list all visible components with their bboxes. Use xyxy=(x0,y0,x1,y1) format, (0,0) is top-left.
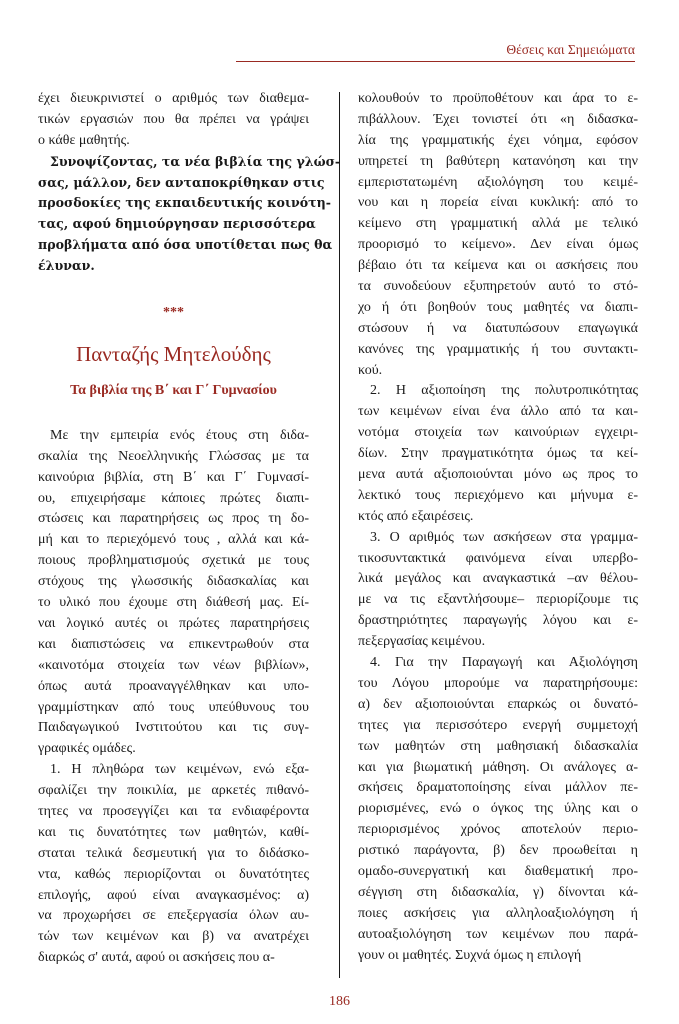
text-line: έλυναν. xyxy=(38,258,95,274)
text-line: ριστικό παράγοντα, β) δεν προωθείται η xyxy=(358,843,638,859)
text-line: σέγγιση στη διδασκαλία, γ) δίνονται κά- xyxy=(358,884,638,900)
page-number: 186 xyxy=(329,994,350,1009)
text-line: ο κάθε μαθητής. xyxy=(38,132,130,148)
text-line: νοτόμα στοιχεία των καινούριων εγχειρι- xyxy=(358,425,638,441)
text-line: προορισμό το κείμενο». Δεν είναι όμως xyxy=(358,237,638,253)
text-line: ναι λογικό αυτές οι πρώτες παρατηρήσεις xyxy=(38,615,309,631)
text-line: να προχωρήσει σε επεξεργασία όλων αυ- xyxy=(38,908,309,924)
text-line: περιορισμένος χρόνος αποτελούν περιο- xyxy=(358,822,638,838)
text-line: διαρκώς σ' αυτά, αφού οι ασκήσεις που α- xyxy=(38,950,275,966)
text-line: κολουθούν το προϋποθέτουν και άρα το ε- xyxy=(358,91,638,106)
text-line: δραστηριότητες παραγωγής λόγου και ε- xyxy=(358,613,638,629)
text-line: σφαλίζει την ποικιλία, με αρκετές πιθανό- xyxy=(38,783,309,799)
text-line: και τις δυνατότητες των μαθητών, καθί- xyxy=(38,824,309,840)
text-line: με να τις εξαντλήσουμε– περιορίζουμε τις xyxy=(358,592,638,608)
text-line: σταται τελικά δεσμευτική για το διδάσκο- xyxy=(38,845,309,861)
text-line: προσδοκίες της εκπαιδευτικής κοινότη- xyxy=(38,195,332,211)
text-line: 3. Ο αριθμός των ασκήσεων στα γραμμα- xyxy=(370,529,638,545)
header-rule xyxy=(236,61,635,62)
column-divider xyxy=(339,92,340,978)
text-line: «καινοτόμα στοιχεία των νέων βιβλίων», xyxy=(38,657,309,673)
article-title: Τα βιβλία της Β΄ και Γ΄ Γυμνασίου xyxy=(70,383,277,399)
text-line: τικών εργασιών που θα πρέπει να γράψει xyxy=(38,111,309,127)
text-line: χο ή ότι βοηθούν τους μαθητές να διαπι- xyxy=(358,299,638,315)
text-line: ντα, καθώς περιορίζονται οι δυνατότητες xyxy=(38,866,309,882)
text-line: κού. xyxy=(358,362,383,378)
text-line: πιβάλλουν. Έχει τονιστεί ότι «η διδασκα- xyxy=(358,111,638,127)
text-line: του Λόγου μπορούμε να παρατηρήσουμε: xyxy=(358,675,638,691)
text-line: γραφικές ομάδες. xyxy=(38,741,136,757)
running-header: Θέσεις και Σημειώματα xyxy=(506,42,635,57)
text-line: το υλικό που έχουμε στη διάθεσή μας. Εί- xyxy=(38,595,309,611)
text-line: ριορισμένες, ενώ ο όγκος της ύλης και ο xyxy=(358,801,638,817)
text-line: στώσουν ή να διατυπώσουν επαγωγικά xyxy=(358,320,638,336)
text-line: ποιες ασκήσεις για αλληλοαξιολόγηση ή xyxy=(358,905,638,921)
text-line: λεκτικό τους περιεχόμενο και μήνυμα ε- xyxy=(358,487,638,503)
text-line: και για βιωματική μάθηση. Οι ανάλογες α- xyxy=(358,759,638,775)
text-line: τας, αφού δημιούργησαν περισσότερα xyxy=(38,216,316,232)
text-line: τητες να προσεγγίζει και τα ενδιαφέροντα xyxy=(38,803,309,819)
text-line: νου και η πορεία είναι κυκλική: από το xyxy=(358,195,638,211)
text-line: προβλήματα από όσα υποτίθεται πως θα xyxy=(38,237,333,253)
text-line: λικά μεγάλος και αναγκαστικά –αν θέλου- xyxy=(358,571,638,587)
text-line: δίων. Στην πραγματικότητα όμως τα κεί- xyxy=(358,446,638,462)
text-line: μενα αυτά αξιοποιούνται μόνο ως προς το xyxy=(358,467,638,483)
text-line: Παιδαγωγικού Ινστιτούτου και τις συγ- xyxy=(38,720,309,736)
text-line: λία της γραμματικής έχει νόημα, εφόσον xyxy=(358,132,638,148)
text-line: και διαπιστώσεις να επικεντρωθούν στα xyxy=(38,636,309,652)
text-line: τών των κειμένων και β) να ανατρέχει xyxy=(38,929,309,945)
text-line: αυτοαξιολόγηση των κειμένων που παρά- xyxy=(358,926,638,942)
text-line: ομαδο-συνεργατική και διαθεματική προ- xyxy=(358,863,638,879)
text-line: τητες για περισσότερο ενεργή συμμετοχή xyxy=(358,717,638,733)
text-line: τικοσυντακτικά φαινόμενα είναι υπερβο- xyxy=(358,550,638,566)
article-author: Πανταζής Μητελούδης xyxy=(76,342,271,367)
text-line: ου, επιχειρήσαμε κάποιες πρώτες διαπι- xyxy=(38,490,309,506)
text-line: πεξεργασίας κειμένου. xyxy=(358,634,486,650)
text-line: στόχους της γλωσσικής διδασκαλίας και xyxy=(38,574,309,590)
text-line: εμπεριστατωμένη αξιολόγηση του κειμέ- xyxy=(358,174,638,190)
conclusion-paragraph xyxy=(38,152,341,277)
text-line: υπηρετεί τη βαθύτερη κατανόηση και την xyxy=(358,153,638,169)
text-line: κτός από εξαιρέσεις. xyxy=(358,508,474,524)
article-body-right xyxy=(358,89,638,966)
text-line: σας, μάλλον, δεν ανταποκρίθηκαν στις xyxy=(38,174,325,190)
text-line: γουν οι μαθητές. Συχνά όμως η επιλογή xyxy=(358,947,582,963)
text-line: επιλογής, αφού είναι αναγκασμένος: α) xyxy=(38,887,309,903)
text-line: 2. Η αξιοποίηση της πολυτροπικότητας xyxy=(370,383,638,399)
text-line: σκαλία της Νεοελληνικής Γλώσσας με τα xyxy=(38,448,309,464)
text-line: 1. Η πληθώρα των κειμένων, ενώ εξα- xyxy=(50,762,309,778)
text-line: α) δεν αξιοποιούνται επαρκώς οι δυνατό- xyxy=(358,696,638,712)
text-line: έχει διευκρινιστεί ο αριθμός των διαθεμα- xyxy=(38,91,309,106)
left-column xyxy=(38,89,341,969)
article-body-left xyxy=(38,426,309,969)
text-line: σκήσεις δραματοποίησης είναι μάλλον πε- xyxy=(358,780,638,796)
text-line: των κειμένων είναι ένα άλλο από τα και- xyxy=(358,404,638,420)
text-line: ποιους προβληματισμούς σχετικά με τους xyxy=(38,553,309,569)
text-line: καινούρια βιβλία, στη Β΄ και Γ΄ Γυμνασί- xyxy=(38,469,309,485)
text-line: Συνοψίζοντας, τα νέα βιβλία της γλώσ- xyxy=(50,153,341,169)
text-line: Με την εμπειρία ενός έτους στη διδα- xyxy=(50,427,309,443)
text-line: στώσεις και παρατηρήσεις ως προς τη δο- xyxy=(38,511,309,527)
left-intro-paragraph xyxy=(38,89,309,152)
text-line: όπως αυτά προαναγγέλθηκαν και υπο- xyxy=(38,678,309,694)
text-line: κανόνες της γραμματικής ή του συντακτι- xyxy=(358,341,638,357)
text-line: 4. Για την Παραγωγή και Αξιολόγηση xyxy=(370,655,638,671)
text-line: γραμμίστηκαν από τους υπεύθυνους του xyxy=(38,699,309,715)
right-column xyxy=(358,89,638,966)
text-line: κείμενο στη γραμματική αλλά με τελικό xyxy=(358,216,638,232)
text-line: βέβαιο ότι τα κείμενα και οι ασκήσεις που xyxy=(358,258,638,274)
section-separator: *** xyxy=(163,305,184,321)
text-line: τα συνοδεύουν εξυπηρετούν αυτό το στό- xyxy=(358,279,638,295)
text-line: των μαθητών στη μαθησιακή διδασκαλία xyxy=(358,738,638,754)
text-line: μή και το περιεχόμενό τους , αλλά και κά- xyxy=(38,532,309,548)
